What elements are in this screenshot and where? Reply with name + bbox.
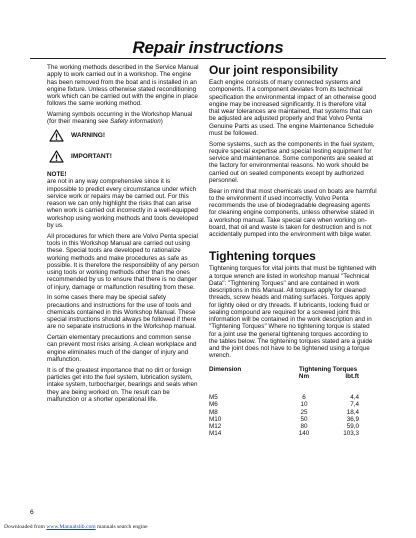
table-row: M6 10 7,4	[209, 401, 359, 409]
title-rule	[30, 58, 386, 59]
dimension-header: Dimension	[209, 365, 242, 373]
elementary-precautions-paragraph: Certain elementary precautions and common sense can prevent most risks arising. A clean workplace and engine eliminates much of the danger of injury and malfunction.	[47, 334, 197, 363]
manualslib-link[interactable]: www.Manualslib.com	[46, 524, 96, 530]
warning-symbols-paragraph: Warning symbols occurring in the Workshop Manual (for their meaning see Safety information)	[47, 111, 193, 126]
joint-responsibility-paragraph-1: Each engine consists of many connected systems and components. If a component deviates from its technical specification the environmental impact of an otherwise good engine may be increased significantly. It is therefore vital that wear tolerances are maintained, that systems that can be adjusted are adjusted properly and that Volvo Penta Genuine Parts as used. The engine Maintenance Schedule must be followed.	[209, 79, 376, 137]
page-title: Repair instructions	[132, 38, 284, 57]
note-label: NOTE!	[47, 171, 67, 179]
warning-triangle-icon	[49, 150, 64, 163]
page-number: 6	[30, 509, 34, 516]
special-precautions-paragraph: In some cases there may be special safety precautions and instructions for the use of tools and chemicals contained in this Workshop Manual. These special instructions should always be followed if there are no separate instructions in the Workshop manual.	[47, 294, 197, 331]
download-footer: Downloaded from www.Manualslib.com manuals search engine	[4, 524, 148, 530]
warning-label: WARNING!	[71, 132, 106, 140]
note-paragraph: are not in any way comprehensive since it is impossible to predict every circumstance under which service work or repairs may be carried out. For this reason we can only highlight the risks that can arise when work is carried out incorrectly in a well-equipped workshop using working methods and tools developed by us.	[47, 178, 199, 229]
joint-responsibility-paragraph-3: Bear in mind that most chemicals used on boats are harmful to the environment if used incorrectly. Volvo Penta recommends the use of biodegradable degreasing agents for cleaning engine components, unless otherwise stated in a workshop manual. Take special care when working on-board, that oil and waste is taken for destruction and is not accidentally pumped into the environment with bilge water.	[209, 187, 377, 239]
intro-paragraph: The working methods described in the Service Manual apply to work carried out in a workshop. The engine has been removed from the boat and is installed in an engine fixture. Unless otherwise stated reconditioning work which can be carried out with the engine in place follows the same working method.	[47, 64, 199, 108]
tightening-torques-paragraph: Tightening torques for vital joints that must be tightened with a torque wrench are listed in workshop manual "Technical Data": "Tightening Torques" and are contained in work descriptions in this Manual. All torques apply for cleaned threads, screw heads and mating surfaces. Torques apply for lightly oiled or dry threads. If lubricants, locking fluid or sealing compound are required for a screwed joint this information will be contained in the work description and in "Tightening Torques" Where no tightening torque is stated for a joint use the general tightening torques according to the tables below. The tightening torques stated are a guide and the joint does not have to be tightened using a torque wrench.	[209, 265, 377, 360]
important-symbol-row	[49, 150, 199, 163]
joint-responsibility-heading: Our joint responsibility	[209, 63, 338, 77]
lbf-header: lbt.ft	[345, 372, 359, 380]
joint-responsibility-paragraph-2: Some systems, such as the components in the fuel system, require special expertise and special testing equipment for service and maintenance. Some components are sealed at the factory for environmental reasons. No work should be carried out on sealed components except by authorized personnel.	[209, 140, 375, 184]
cleanliness-paragraph: It is of the greatest importance that no dirt or foreign particles get into the fuel system, lubrication system, intake system, turbocharger, bearings and seals when they are being worked on. The result can be malfunction or a shorter operational life.	[47, 366, 198, 403]
left-column	[47, 64, 199, 407]
tightening-torques-header: Tightening Torques	[299, 365, 358, 373]
warning-symbol-row	[49, 129, 199, 142]
warning-triangle-icon	[49, 129, 64, 142]
torque-table	[209, 366, 359, 438]
nm-header: Nm	[298, 372, 310, 380]
table-row: M14 140 103,3	[209, 430, 359, 438]
special-tools-paragraph: All procedures for which there are Volvo Penta special tools in this Workshop Manual are carried out using these. Special tools are developed to rationalize working methods and make procedures as safe as possible. It is therefore the responsibility of any person using tools or working methods other than the ones recommended by us to ensure that there is no danger of injury, damage or malfunction resulting from these.	[47, 232, 199, 291]
right-column	[209, 64, 377, 437]
table-row: M8 25 18,4	[209, 408, 359, 416]
safety-information-ref: Safety information	[110, 118, 161, 126]
table-subheader-row	[209, 373, 359, 380]
table-row: M10 50 36,9	[209, 415, 359, 423]
important-label: IMPORTANT!	[71, 153, 112, 161]
table-row: M12 80 59,0	[209, 422, 359, 430]
tightening-torques-heading: Tightening torques	[209, 249, 316, 264]
table-row: M5 6 4,4	[209, 394, 359, 402]
table-header-row	[209, 366, 359, 373]
